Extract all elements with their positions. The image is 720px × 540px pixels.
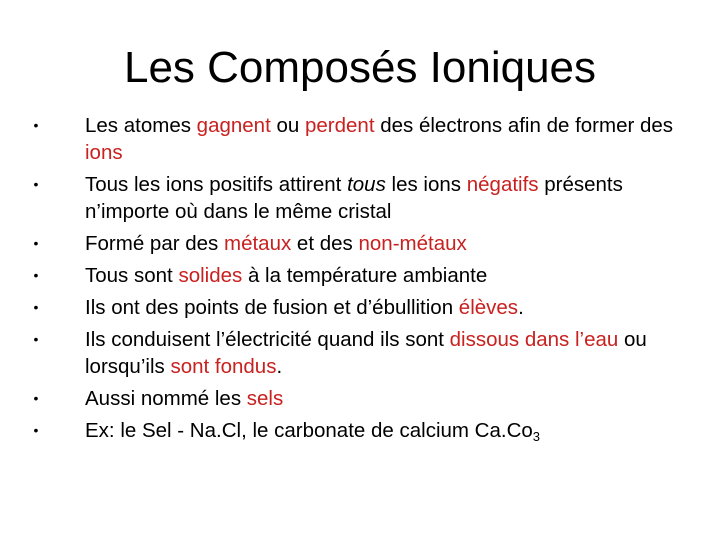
bullet-dot: •	[33, 176, 39, 192]
bullet-text	[85, 264, 487, 287]
bullet-text	[85, 114, 673, 164]
bullet-text	[85, 173, 623, 223]
text-segment: présents n’importe où dans le même cristal	[85, 173, 623, 223]
bullet-item	[30, 294, 680, 321]
bullet-dot: •	[33, 299, 39, 315]
slide-title: Les Composés Ioniques	[123, 43, 597, 92]
bullet-dot: •	[33, 267, 39, 283]
text-segment: tous	[347, 173, 386, 196]
highlighted-term: sont fondus	[170, 355, 277, 378]
highlighted-term: non-métaux	[358, 232, 467, 255]
bullet-item	[30, 385, 680, 412]
highlighted-term: gagnent	[196, 114, 271, 137]
bullet-item	[30, 262, 680, 289]
bullet-text	[85, 387, 283, 410]
text-segment: Ils ont des points de fusion et d’ébullition	[85, 296, 459, 319]
highlighted-term: perdent	[304, 114, 375, 137]
text-segment: Ex: le Sel - Na.Cl, le carbonate de calcium Ca.Co	[85, 419, 533, 442]
bullet-dot: •	[33, 390, 39, 406]
highlighted-term: solides	[178, 264, 243, 287]
bullet-item	[30, 326, 680, 380]
highlighted-term: métaux	[224, 232, 292, 255]
bullet-text	[85, 296, 524, 319]
bullet-dot: •	[33, 422, 39, 438]
text-segment: ou	[270, 114, 305, 137]
bullet-item	[30, 230, 680, 257]
bullet-text	[85, 328, 647, 378]
bullet-dot: •	[33, 117, 39, 133]
text-segment: ou lorsqu’ils	[85, 328, 647, 378]
bullet-list	[30, 112, 680, 449]
text-segment: des électrons afin de former des	[374, 114, 674, 137]
bullet-item	[30, 417, 680, 444]
text-segment: les ions	[385, 173, 467, 196]
subscript: 3	[532, 429, 541, 444]
highlighted-term: ions	[85, 141, 123, 164]
text-segment: Les atomes	[85, 114, 197, 137]
text-segment: Tous sont	[85, 264, 179, 287]
text-segment: Tous les ions positifs attirent	[85, 173, 348, 196]
text-segment: et des	[291, 232, 359, 255]
highlighted-term: sels	[246, 387, 284, 410]
text-segment: Ils conduisent l’électricité quand ils sont	[85, 328, 450, 351]
text-segment: Aussi nommé les	[85, 387, 247, 410]
text-segment: .	[276, 355, 283, 378]
bullet-text	[85, 419, 540, 442]
text-segment: .	[518, 296, 524, 319]
highlighted-term: élèves	[458, 296, 519, 319]
bullet-text	[85, 232, 467, 255]
text-segment: Formé par des	[85, 232, 224, 255]
highlighted-term: dissous dans l’eau	[449, 328, 619, 351]
bullet-dot: •	[33, 235, 39, 251]
bullet-dot: •	[33, 331, 39, 347]
bullet-item	[30, 112, 680, 166]
text-segment: à la température ambiante	[242, 264, 488, 287]
bullet-item	[30, 171, 680, 225]
highlighted-term: négatifs	[466, 173, 539, 196]
